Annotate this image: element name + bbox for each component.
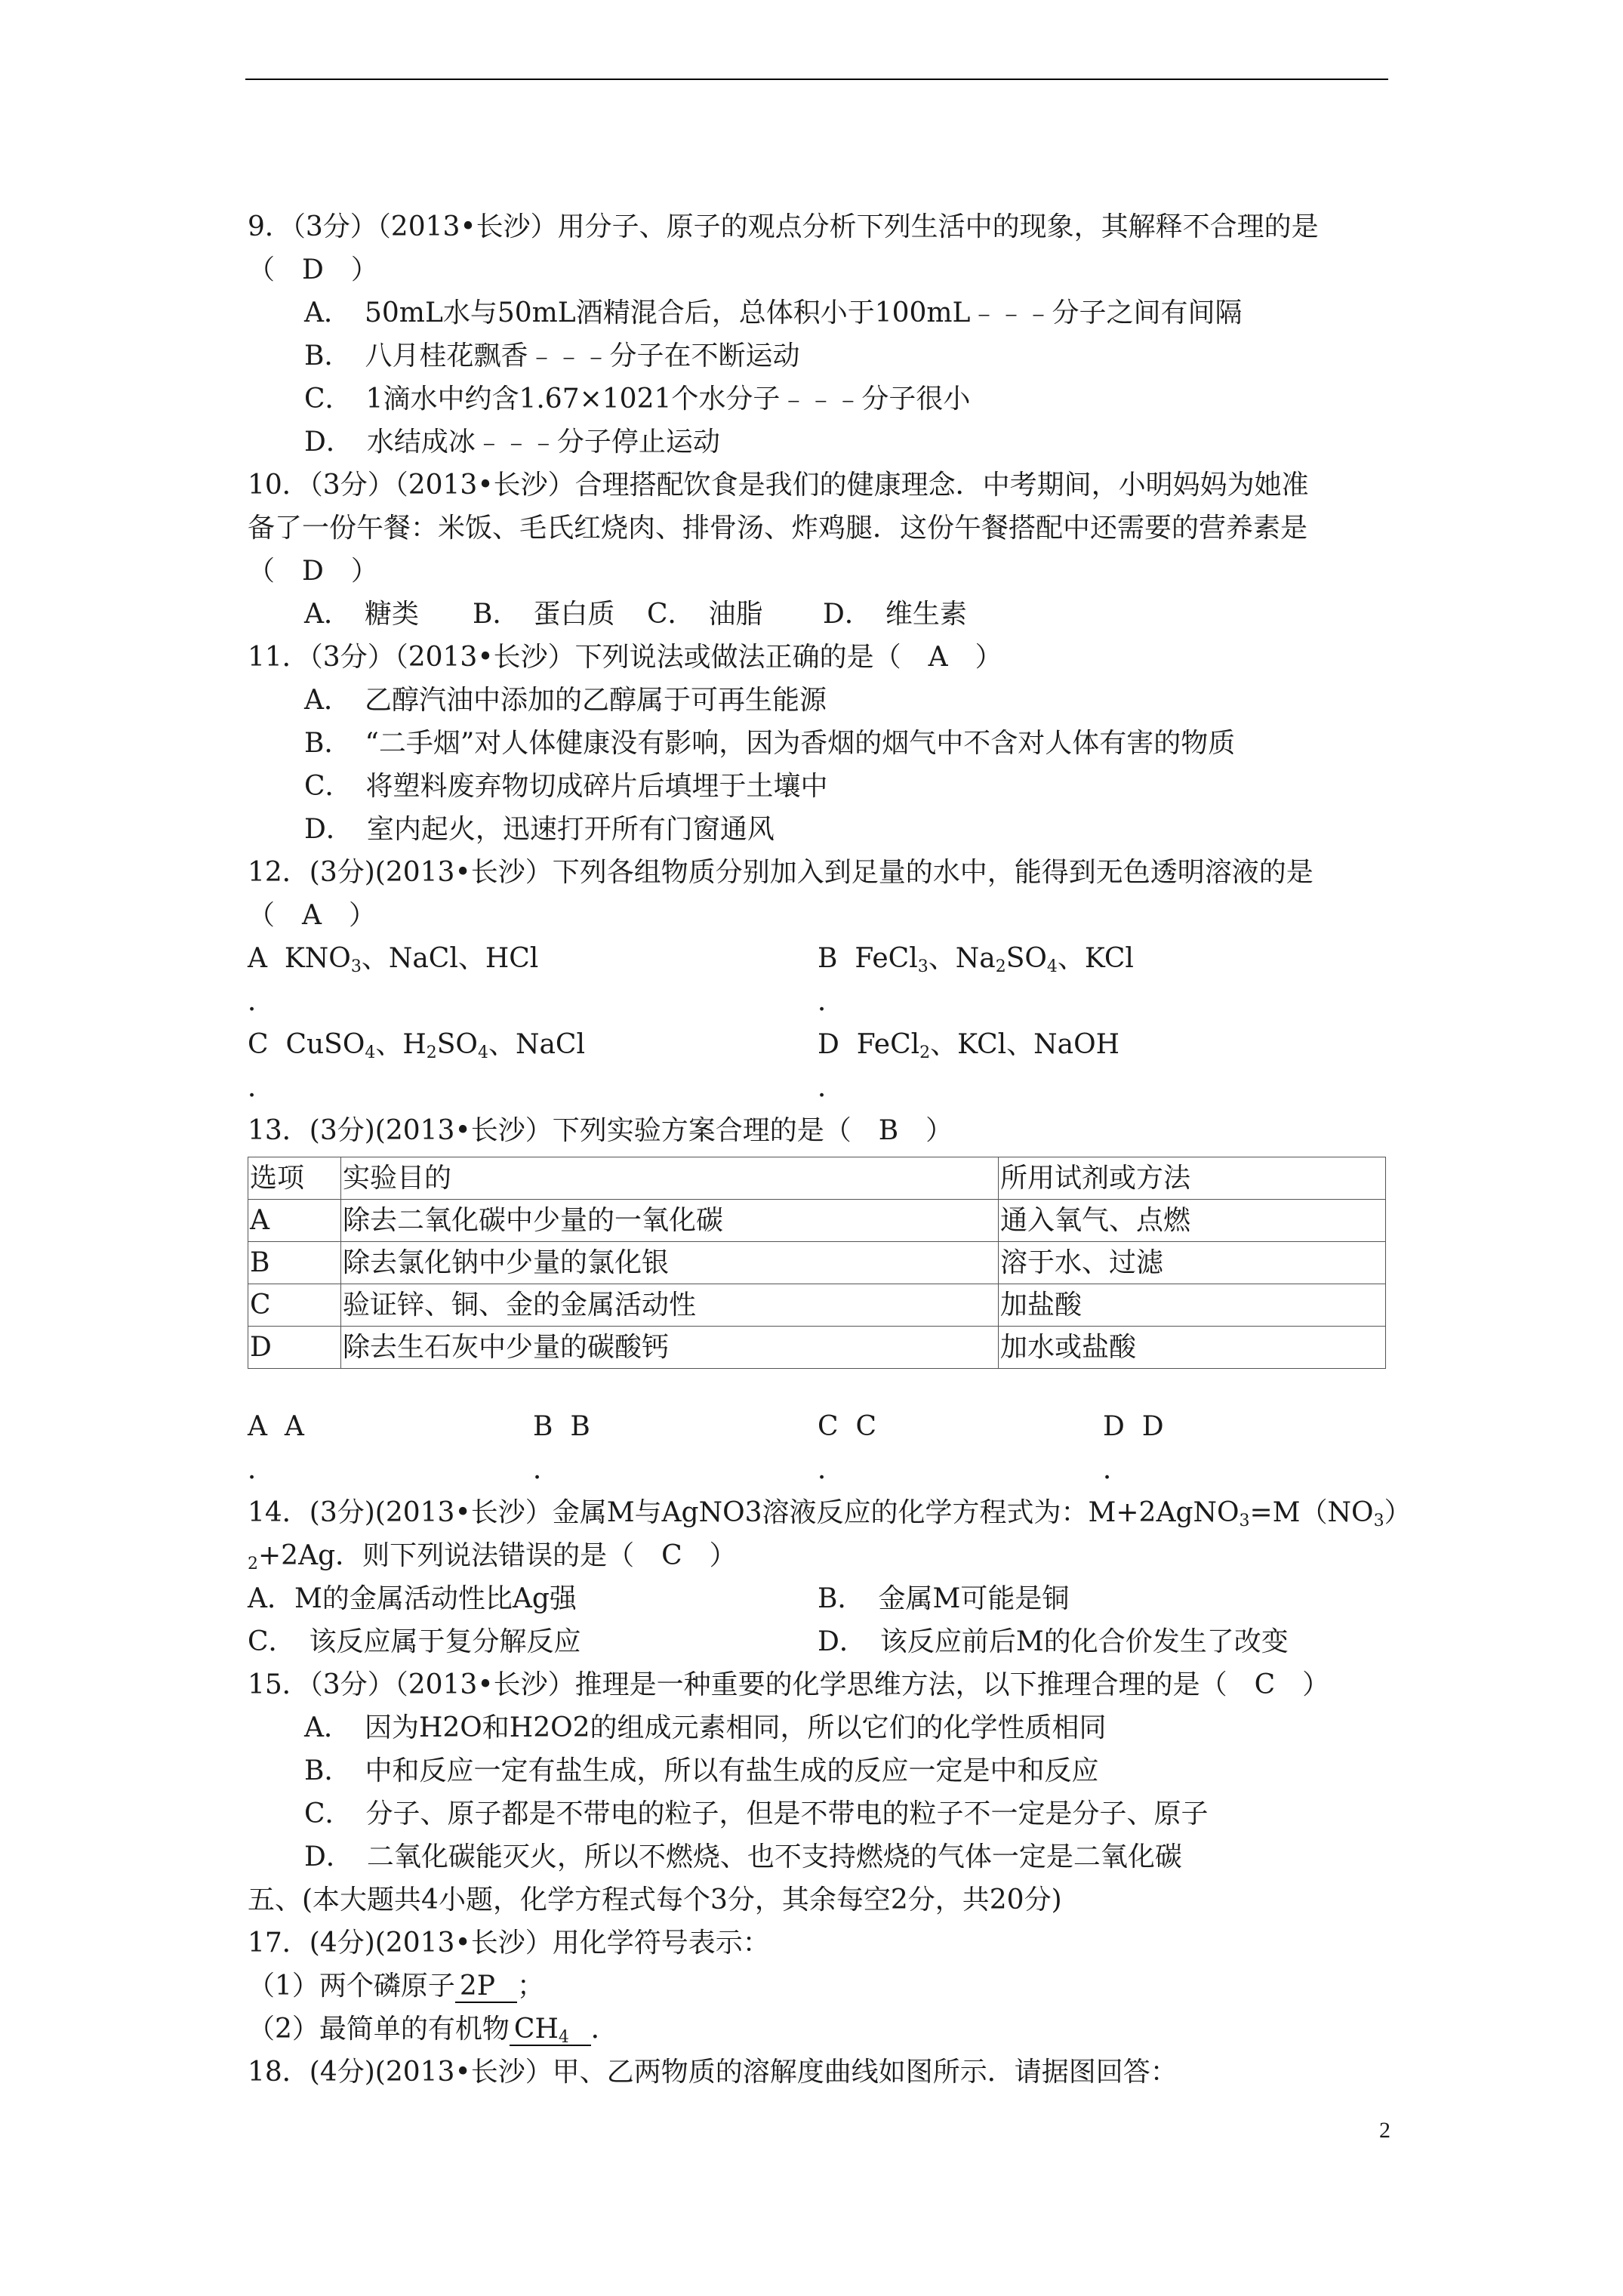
table-row: [248, 1242, 1386, 1284]
q10-stem-line2: 备了一份午餐：米饭、毛氏红烧肉、排骨汤、炸鸡腿．这份午餐搭配中还需要的营养素是: [248, 513, 1308, 544]
q14-option-a: A．M的金属活动性比Ag强: [248, 1583, 577, 1614]
q14-options-row1: [248, 1577, 1389, 1620]
q14-stem: 14．(3分)(2013•长沙）金属M与AgNO3溶液反应的化学方程式为：$M+2AgNO_3=M(NO_3)$: [248, 1497, 1412, 1530]
q9-option-d: D． 水结成冰﹣﹣﹣分子停止运动: [304, 427, 720, 458]
q11-option-c: C． 将塑料废弃物切成碎片后填埋于土壤中: [304, 771, 828, 802]
q13-choices: [248, 1405, 1389, 1448]
q13-dot-b: ．: [533, 1454, 561, 1485]
q12-dot-c: ．: [248, 1072, 276, 1103]
q10-option-c: C． 油脂: [647, 599, 763, 630]
table-cell: A: [248, 1200, 341, 1242]
page-number: 2: [1379, 2118, 1390, 2143]
table-cell: 通入氧气、点燃: [999, 1200, 1386, 1242]
q15-option-c: C． 分子、原子都是不带电的粒子，但是不带电的粒子不一定是分子、原子: [304, 1798, 1209, 1829]
q9-stem: 9．（3分）（2013•长沙）用分子、原子的观点分析下列生活中的现象，其解释不合理的是: [248, 211, 1319, 242]
q11-option-b: B． “二手烟”对人体健康没有影响，因为香烟的烟气中不含对人体有害的物质: [304, 728, 1236, 759]
q11-option-d: D． 室内起火，迅速打开所有门窗通风: [304, 814, 775, 845]
q11-option-a: A． 乙醇汽油中添加的乙醇属于可再生能源: [304, 685, 827, 716]
q12-dot-b: ．: [818, 986, 845, 1017]
q14-option-b: B． 金属M可能是铜: [818, 1583, 1070, 1614]
table-row: [248, 1284, 1386, 1327]
q12-dot-a: ．: [248, 986, 276, 1017]
header-rule: [245, 79, 1388, 80]
q12-option-b: B FeCl$_3$、$Na_2SO_4$、KCl: [818, 943, 1134, 976]
q10-answer: （ D ）: [248, 556, 378, 587]
q10-options: [248, 593, 1389, 636]
table-cell: 除去二氧化碳中少量的一氧化碳: [341, 1200, 999, 1242]
q13-table: [248, 1157, 1386, 1369]
table-cell: 验证锌、铜、金的金属活动性: [341, 1284, 999, 1327]
q15-option-b: B． 中和反应一定有盐生成，所以有盐生成的反应一定是中和反应: [304, 1755, 1099, 1786]
q12-options-row2: [248, 1023, 1389, 1066]
table-cell: 除去氯化钠中少量的氯化银: [341, 1242, 999, 1284]
exam-page: [248, 205, 1412, 2094]
q10-option-d: D． 维生素: [823, 599, 967, 630]
q9-option-c: C． 1滴水中约含1.67×1021个水分子﹣﹣﹣分子很小: [304, 384, 971, 415]
table-cell: 溶于水、过滤: [999, 1242, 1386, 1284]
q10-option-a: A． 糖类: [304, 599, 419, 630]
q12-dot-d: ．: [818, 1072, 845, 1103]
table-cell: C: [248, 1284, 341, 1327]
section-heading: 五、(本大题共4小题，化学方程式每个3分，其余每空2分，共20分): [248, 1885, 1062, 1915]
q15-stem: 15．（3分）（2013•长沙）推理是一种重要的化学思维方法，以下推理合理的是（ C ）: [248, 1669, 1330, 1700]
table-cell: 加盐酸: [999, 1284, 1386, 1327]
q12-stem: 12．(3分)(2013•长沙）下列各组物质分别加入到足量的水中，能得到无色透明溶液的是: [248, 857, 1313, 888]
table-cell: D: [248, 1327, 341, 1369]
q12-option-d: D FeCl$_2$、KCl、NaOH: [818, 1029, 1119, 1062]
q12-options-row1: [248, 937, 1389, 980]
table-header-cell: 所用试剂或方法: [999, 1157, 1386, 1200]
table-header-cell: 选项: [248, 1157, 341, 1200]
table-row: [248, 1200, 1386, 1242]
q13-choice-c: C C: [818, 1411, 876, 1442]
table-header-row: [248, 1157, 1386, 1200]
q17-item1: （1）两个磷原子 2P ；: [248, 1971, 544, 2002]
q10-stem-line1: 10．（3分）（2013•长沙）合理搭配饮食是我们的健康理念．中考期间，小明妈妈为她准: [248, 470, 1309, 501]
q14-option-d: D． 该反应前后M的化合价发生了改变: [818, 1626, 1289, 1657]
q14-options-row2: [248, 1620, 1389, 1663]
q11-stem: 11．（3分）（2013•长沙）下列说法或做法正确的是（ A ）: [248, 642, 1002, 673]
q12-option-c: C CuSO$_4$、$H_2SO_4$、NaCl: [248, 1029, 585, 1062]
q13-choice-b: B B: [533, 1411, 590, 1442]
q14-option-c: C． 该反应属于复分解反应: [248, 1626, 581, 1657]
q17-answer2: $CH_4$: [510, 2014, 591, 2046]
q13-choice-a: A A: [248, 1411, 304, 1442]
table-header-cell: 实验目的: [341, 1157, 999, 1200]
q12-option-a: A $KNO_3$、NaCl、HCl: [248, 943, 539, 976]
table-cell: 加水或盐酸: [999, 1327, 1386, 1369]
q13-choice-dots: [248, 1448, 1389, 1491]
table-cell: 除去生石灰中少量的碳酸钙: [341, 1327, 999, 1369]
q13-dot-d: ．: [1103, 1454, 1131, 1485]
q10-option-b: B． 蛋白质: [473, 599, 615, 630]
q13-dot-a: ．: [248, 1454, 276, 1485]
q13-choice-d: D D: [1103, 1411, 1164, 1442]
q13-dot-c: ．: [818, 1454, 845, 1485]
q15-option-d: D． 二氧化碳能灭火，所以不燃烧、也不支持燃烧的气体一定是二氧化碳: [304, 1841, 1182, 1872]
q18-stem: 18．(4分)(2013•长沙）甲、乙两物质的溶解度曲线如图所示．请据图回答：: [248, 2057, 1178, 2088]
q17-stem: 17．(4分)(2013•长沙）用化学符号表示：: [248, 1928, 770, 1959]
q12-dots-row2: [248, 1066, 1389, 1109]
table-row: [248, 1327, 1386, 1369]
q9-option-a: A． 50mL水与50mL酒精混合后，总体积小于100mL﹣﹣﹣分子之间有间隔: [304, 297, 1243, 328]
q9-option-b: B． 八月桂花飘香﹣﹣﹣分子在不断运动: [304, 341, 800, 371]
q15-option-a: A． 因为H2O和H2O2的组成元素相同，所以它们的化学性质相同: [304, 1712, 1107, 1743]
q14-stem-line2: $_2$+2Ag．则下列说法错误的是（ C ）: [248, 1540, 737, 1573]
q12-answer: （ A ）: [248, 900, 376, 931]
q17-item2: （2）最简单的有机物 $CH_4$ ．: [248, 2014, 618, 2047]
table-cell: B: [248, 1242, 341, 1284]
q13-stem: 13．(3分)(2013•长沙）下列实验方案合理的是（ B ）: [248, 1115, 953, 1146]
q17-answer1: 2P: [455, 1971, 517, 2003]
q9-answer: （ D ）: [248, 254, 378, 285]
q12-dots-row1: [248, 980, 1389, 1023]
